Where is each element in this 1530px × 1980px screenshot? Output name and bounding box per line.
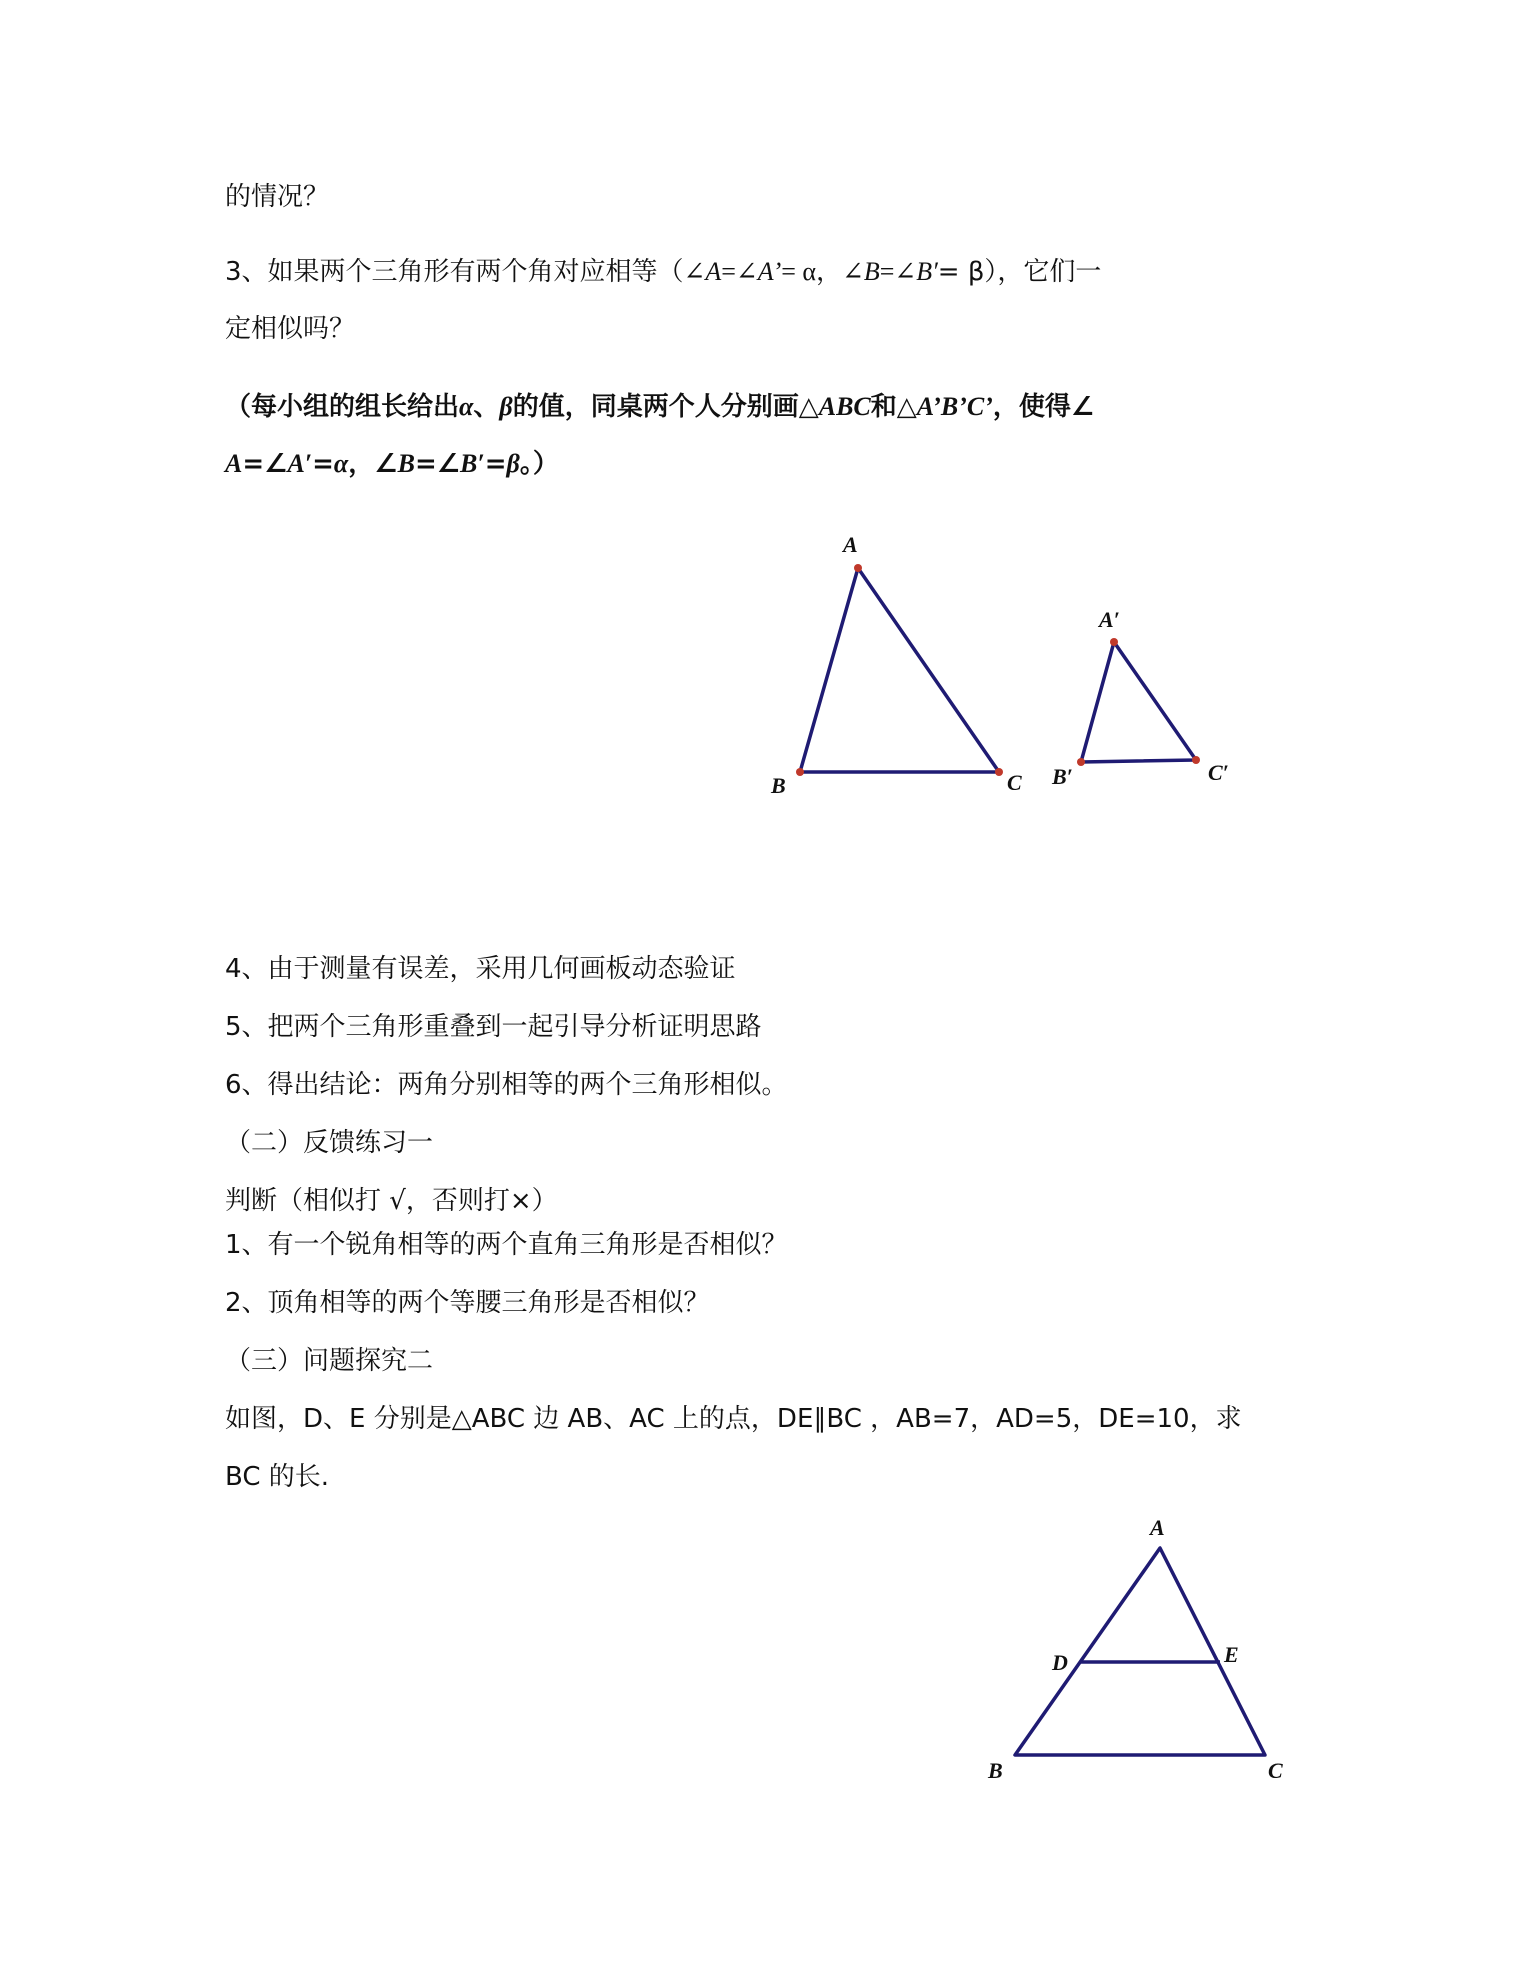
- instruction-text-3: 和△: [870, 392, 917, 422]
- label-a: A: [1150, 1515, 1165, 1540]
- label-c-prime: C′: [1208, 760, 1229, 785]
- step-4: 4、由于测量有误差，采用几何画板动态验证: [225, 954, 736, 984]
- label-a: A: [843, 532, 858, 557]
- var-b-prime: B′: [460, 449, 485, 478]
- question-3-tail: = β），它们一: [937, 257, 1102, 287]
- var-a-prime: A’: [757, 257, 782, 286]
- var-beta: β: [506, 449, 520, 478]
- angle-symbol: ∠: [683, 257, 706, 286]
- triangle-abc: ABC: [818, 392, 871, 421]
- equals-angle-2: =∠: [879, 257, 917, 286]
- close-paren: 。）: [519, 449, 559, 479]
- var-a: A: [705, 257, 722, 286]
- label-b: B: [771, 773, 786, 798]
- equals-angle-2: =∠: [414, 449, 461, 479]
- text-line-1: 的情况？: [225, 182, 330, 212]
- section-explore-heading: （三）问题探究二: [225, 1346, 434, 1376]
- equals-angle: =∠: [721, 257, 758, 286]
- comma-angle: ，∠: [348, 449, 398, 479]
- equals-alpha: = α，: [781, 257, 843, 286]
- problem-line-2: BC 的长.: [225, 1462, 330, 1492]
- label-d: D: [1052, 1650, 1068, 1675]
- instruction-text-4: ，使得∠: [992, 392, 1095, 422]
- triangle-abc-de-shape: [987, 1515, 1283, 1783]
- var-b: B: [397, 449, 415, 478]
- angle-symbol-2: ∠: [842, 257, 864, 286]
- label-e: E: [1224, 1642, 1239, 1667]
- label-b-prime: B′: [1052, 764, 1073, 789]
- problem-line-1: 如图，D、E 分别是△ABC 边 AB、AC 上的点，DE∥BC ，AB=7，AD=5，DE=10，求: [225, 1404, 1242, 1434]
- var-b: B: [863, 257, 880, 286]
- label-a-prime: A′: [1099, 607, 1120, 632]
- equals-angle: =∠: [242, 449, 288, 479]
- instruction-text: （每小组的组长给出: [225, 392, 460, 422]
- var-a-prime: A′: [287, 449, 313, 478]
- var-alpha: α: [333, 449, 349, 478]
- var-a: A: [225, 449, 243, 478]
- separator: 、: [473, 392, 500, 422]
- step-6: 6、得出结论：两角分别相等的两个三角形相似。: [225, 1070, 788, 1100]
- var-beta: β: [499, 392, 513, 421]
- exercise-2: 2、顶角相等的两个等腰三角形是否相似？: [225, 1288, 710, 1318]
- equals: =: [312, 449, 334, 479]
- exercise-1: 1、有一个锐角相等的两个直角三角形是否相似？: [225, 1230, 788, 1260]
- var-alpha: α: [459, 392, 474, 421]
- label-c: C: [1007, 770, 1022, 795]
- var-b-prime: B′: [916, 257, 938, 286]
- equals-2: =: [484, 449, 507, 479]
- judge-instruction: 判断（相似打 √，否则打×）: [225, 1186, 558, 1216]
- question-3-line-2: 定相似吗？: [225, 314, 356, 344]
- question-3-text: 3、如果两个三角形有两个角对应相等（: [225, 257, 684, 287]
- section-feedback-heading: （二）反馈练习一: [225, 1128, 434, 1158]
- label-c: C: [1268, 1758, 1283, 1783]
- triangle-abc-prime: A’B’C’: [916, 392, 993, 421]
- instruction-text-2: 的值，同桌两个人分别画△: [512, 392, 819, 422]
- step-5: 5、把两个三角形重叠到一起引导分析证明思路: [225, 1012, 762, 1042]
- label-b: B: [988, 1758, 1003, 1783]
